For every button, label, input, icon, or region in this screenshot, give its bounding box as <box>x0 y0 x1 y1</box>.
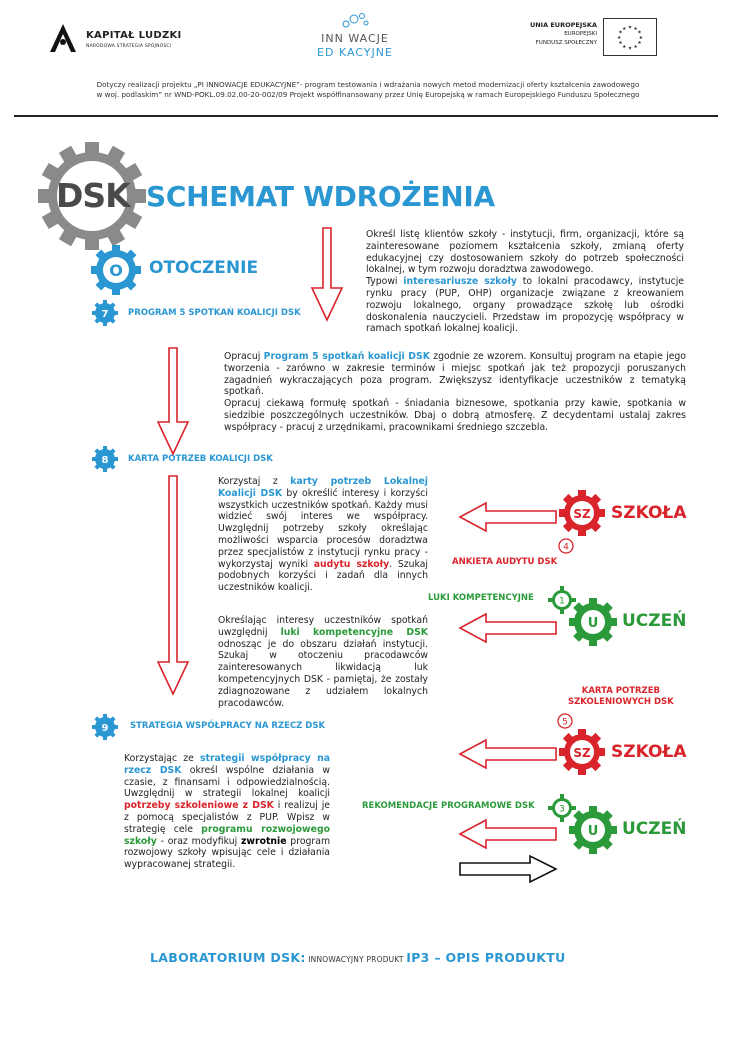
svg-text:★: ★ <box>618 30 623 36</box>
program-text-1: Opracuj Program 5 spotkań koalicji DSK zgodnie ze wzorem. Konsultuj program na etapie jego tworzenia - zarówno w zakresie terminów i miejsc spotkań jak też propozycji poruszanych zagadnień wykraczających poza program. Zwiększysz identyfikacje uczestników z tematyką spotkań. <box>224 351 686 398</box>
uczen-icon-label: U <box>587 824 599 839</box>
step-9-gear-icon <box>92 714 118 740</box>
svg-text:★: ★ <box>618 41 623 47</box>
program-highlight: Program 5 spotkań koalicji DSK <box>263 351 430 362</box>
footer-product-line <box>150 950 590 965</box>
bubbles-icon <box>332 12 378 32</box>
eu-line1: UNIA EUROPEJSKA <box>529 21 597 29</box>
program-text-2: Opracuj ciekawą formułę spotkań - śniadania biznesowe, spotkania przy kawie, spotkania w siedzibie poszczególnych uczestników. Dbaj o dobrą atmosferę. Z decydentami ustalaj zakres współpracy - pracuj z urzędnikami, pracownikami średniego szczebla. <box>224 398 686 433</box>
step-7-title: PROGRAM 5 SPOTKAŃ KOALICJI DSK <box>128 308 301 318</box>
szkola-label: SZKOŁA <box>611 742 687 762</box>
uczen-gear-icon <box>568 597 618 647</box>
innowacje-edukacyjne-logo <box>300 12 410 60</box>
eu-logo <box>505 18 655 62</box>
svg-text:★: ★ <box>633 44 638 50</box>
szkola-icon-label: SZ <box>573 746 591 760</box>
innowacje-word: INN WACJE <box>321 32 389 45</box>
uczen-label: UCZEŃ <box>622 611 687 631</box>
kapital-ludzki-title: KAPITAŁ LUDZKI <box>86 30 182 41</box>
project-note-line2: w woj. podlaskim” nr WND-POKL.09.02.00-20-002/09 Projekt współfinansowany przez Unię Europejską w ramach Europejskiego Funduszu Społecznego <box>96 90 640 100</box>
footer-lab: LABORATORIUM DSK: <box>150 950 306 965</box>
step-9-number: 9 <box>101 723 109 734</box>
zwrotnie-highlight: zwrotnie <box>240 835 287 847</box>
left-arrow-icon <box>458 818 558 850</box>
svg-text:★: ★ <box>622 44 627 50</box>
badge-5-number: 5 <box>562 717 568 728</box>
svg-text:★: ★ <box>633 26 638 32</box>
edukacyjne-word: ED KACYJNE <box>317 46 393 59</box>
project-note-line1: Dotyczy realizacji projektu „PI INNOWACJE EDUKACYJNE”- program testowania i wdrażania nowych metod modernizacji oferty kształcenia zawodowego <box>96 80 640 89</box>
otoczenie-heading: OTOCZENIE <box>149 258 259 278</box>
szkola-gear-icon <box>558 728 606 776</box>
svg-text:★: ★ <box>637 30 642 36</box>
badge-4-number: 4 <box>563 542 569 553</box>
svg-text:★: ★ <box>627 25 633 31</box>
footer-opis: – OPIS PRODUKTU <box>429 950 566 965</box>
program-description <box>224 351 686 434</box>
szkola-icon-label: SZ <box>573 507 591 521</box>
uczen-label: UCZEŃ <box>622 819 687 839</box>
small-gear-4-icon <box>556 536 576 556</box>
down-arrow-icon <box>310 226 344 322</box>
luki-description: Określając interesy uczestników spotkań uwzględnij luki kompetencyjne DSK odnosząc je do obszaru działań instytucji. Szukaj w otoczeniu pracodawców zainteresowanych likwidacją luk kompetencyjnych DSK - pamiętaj, że zostały zdiagnozowane z udziałem lokalnych pracodawców. <box>218 615 428 709</box>
karta-potrzeb-line2: SZKOLENIOWYCH DSK <box>568 697 674 708</box>
szkola-label: SZKOŁA <box>611 503 687 523</box>
project-note <box>58 80 678 101</box>
badge-1-number: 1 <box>559 596 565 607</box>
left-arrow-icon <box>458 612 558 644</box>
karta-potrzeb-line1: KARTA POTRZEB <box>581 686 660 696</box>
eu-line2: EUROPEJSKI <box>564 31 597 38</box>
luki-highlight: luki kompetencyjne DSK <box>280 626 428 638</box>
kapital-ludzki-subtitle: NARODOWA STRATEGIA SPÓJNOŚCI <box>86 44 172 49</box>
otoczenie-text-1: Określ listę klientów szkoły - instytucji, firm, organizacji, które są zainteresowane poziomem kształcenia szkoły, zmianą oferty edukacyjnej czy dostosowaniem szkoły do potrzeb społeczności lokalnej, w tym rozwoju doradztwa zawodowego. <box>366 229 684 276</box>
otoczenie-gear-icon <box>90 244 142 296</box>
otoczenie-icon-letter: O <box>109 261 123 280</box>
kapital-ludzki-logo <box>46 22 206 62</box>
karta-description: Korzystaj z karty potrzeb Lokalnej Koalicji DSK by określić interesy i korzyści wszystkich uczestników spotkań. Każdy musi widzieć swój interes we współpracy. Uwzględnij potrzeby szkoły określając możliwości wsparcia procesów doradztwa przez specjalistów z instytucji rynku pracy - wykorzystaj wyniki audytu szkoły. Szukaj podobnych korzyści i zadań dla innych uczestników koalicji. <box>218 476 428 594</box>
uczen-gear-icon <box>568 805 618 855</box>
otoczenie-description <box>366 229 684 335</box>
karta-potrzeb-label <box>568 686 674 709</box>
svg-text:★: ★ <box>622 26 627 32</box>
luki-label: LUKI KOMPETENCYJNE <box>428 593 534 603</box>
rekomendacje-label: REKOMENDACJE PROGRAMOWE DSK <box>362 801 535 811</box>
audyt-highlight: audytu szkoły <box>313 558 390 570</box>
uczen-icon-label: U <box>587 616 599 631</box>
strategia-description: Korzystając ze strategii współpracy na rzecz DSK określ wspólne działania w czasie, z finansami i odpowiedzialnością. Uwzględnij w strategii lokalnej koalicji potrzeby szkoleniowe z DSK i realizuj je z pomocą specjalistów z PUP. Wpisz w strategię cele programu rozwojowego szkoły - oraz modyfikuj zwrotnie program rozwojowy szkoły wpisując cele i działania wypracowanej strategii. <box>124 753 330 871</box>
header-divider <box>14 115 718 117</box>
dsk-badge: DSK <box>56 176 130 215</box>
szkola-gear-icon <box>558 489 606 537</box>
step-8-gear-icon <box>92 446 118 472</box>
svg-text:★: ★ <box>637 41 642 47</box>
karta-highlight: karty potrzeb Lokalnej Koalicji DSK <box>218 476 428 499</box>
ankieta-label: ANKIETA AUDYTU DSK <box>452 557 558 567</box>
step-7-gear-icon <box>92 300 118 326</box>
page-title: SCHEMAT WDROŻENIA <box>146 180 495 213</box>
eu-line3: FUNDUSZ SPOŁECZNY <box>535 39 597 46</box>
program-rozwojowy-highlight: programu rozwojowego szkoły <box>124 823 330 847</box>
kapital-ludzki-emblem-icon <box>46 22 80 56</box>
badge-3-number: 3 <box>559 804 565 815</box>
potrzeby-highlight: potrzeby szkoleniowe z DSK <box>124 800 274 812</box>
svg-text:★: ★ <box>638 35 644 41</box>
right-arrow-icon <box>458 854 558 884</box>
svg-text:★: ★ <box>616 35 622 41</box>
step-8-title: KARTA POTRZEB KOALICJI DSK <box>128 454 273 464</box>
down-arrow-icon <box>156 474 190 696</box>
left-arrow-icon <box>458 501 558 533</box>
footer-ip3: IP3 <box>406 950 430 965</box>
left-arrow-icon <box>458 738 558 770</box>
step-9-title: STRATEGIA WSPÓŁPRACY NA RZECZ DSK <box>130 721 326 731</box>
strategia-highlight: strategii współpracy na rzecz DSK <box>124 753 330 776</box>
step-7-number: 7 <box>101 309 109 320</box>
svg-text:★: ★ <box>627 46 633 52</box>
step-8-number: 8 <box>101 455 109 466</box>
footer-product: INNOWACYJNY PRODUKT <box>305 955 407 964</box>
down-arrow-icon <box>156 346 190 456</box>
interesariusze-highlight: interesariusze szkoły <box>403 276 517 288</box>
otoczenie-text-2: Typowi interesariusze szkoły to lokalni pracodawcy, instytucje rynku pracy (PUP, OHP) organizacje związane z kreowaniem rozwoju lokalnego, organy prowadzące szkołę lub ośrodki doskonalenia nauczycieli. Przedstaw im propozycję współpracy w ramach spotkań lokalnej koalicji. <box>366 276 685 335</box>
eu-flag-icon <box>603 18 657 56</box>
